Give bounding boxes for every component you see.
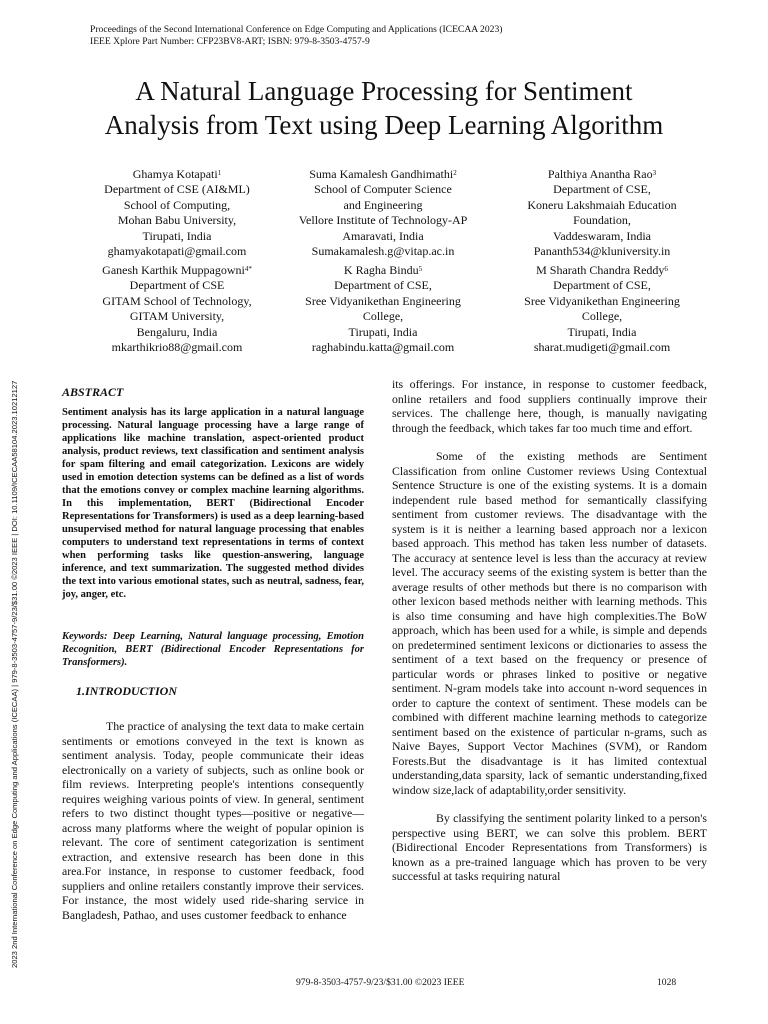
introduction-body [62, 719, 364, 922]
author-line: Sree Vidyanikethan Engineering [524, 293, 680, 308]
author-line: Vellore Institute of Technology-AP [298, 213, 468, 228]
author-email: Sumakamalesh.g@vitap.ac.in [311, 244, 455, 259]
paper-title [40, 74, 728, 142]
author-block-5 [268, 263, 498, 355]
author-line: and Engineering [343, 197, 423, 212]
header-line-2: IEEE Xplore Part Number: CFP23BV8-ART; ISBN: 979-8-3503-4757-9 [90, 36, 370, 47]
header-line-1: Proceedings of the Second International Conference on Edge Computing and Applications (ICECAA 2023) [90, 24, 503, 35]
author-block-6 [487, 263, 717, 355]
author-email: raghabindu.katta@gmail.com [311, 340, 455, 355]
author-name: Ganesh Karthik Muppagowni$^{4*}$ [102, 263, 252, 277]
abstract-heading: ABSTRACT [62, 385, 124, 399]
author-email: mkarthikrio88@gmail.com [111, 340, 243, 355]
author-block-1 [62, 167, 292, 259]
doi-sidebar: 2023 2nd International Conference on Edge Computing and Applications (ICECAA) | 979-8-3503-4757-9/23/$31.00 ©2023 IEEE | DOI: 10.1109/ICECAA58104.2023.10212127 [10, 380, 19, 968]
author-line: College, [362, 309, 404, 324]
right-column [392, 377, 707, 884]
introduction-heading: 1.INTRODUCTION [76, 684, 178, 698]
keywords-text: Keywords: Deep Learning, Natural language processing, Emotion Recognition, BERT (Bidirectional Encoder Representations for Transformers). [62, 631, 364, 668]
author-line: Department of CSE (AI&ML) [104, 182, 250, 197]
author-line: Tirupati, India [567, 324, 637, 339]
author-name: Suma Kamalesh Gandhimathi$^2$ [309, 167, 457, 181]
author-email: ghamyakotapati@gmail.com [107, 244, 247, 259]
author-block-4 [62, 263, 292, 355]
author-line: Bengaluru, India [136, 324, 218, 339]
page-number: 1028 [657, 977, 677, 988]
author-block-3 [487, 167, 717, 259]
author-block-2 [268, 167, 498, 259]
right-paragraph-2: By classifying the sentiment polarity linked to a person's perspective using BERT, we can solve this problem. BERT (Bidirectional Encoder Representations from Transformers) is known as a pre-trained language which has proven to be very successful at tasks requiring natural [392, 811, 707, 883]
author-line: GITAM University, [129, 309, 225, 324]
author-line: Department of CSE, [553, 278, 651, 293]
keywords [62, 630, 364, 669]
author-line: Mohan Babu University, [117, 213, 237, 228]
conference-header [90, 24, 502, 48]
title-line-2: Analysis from Text using Deep Learning Algorithm [104, 110, 664, 140]
abstract-paragraph: Sentiment analysis has its large application in a natural language processing. Natural language processing have a large range of applications like machine translation, aspect-oriented product analysis, product reviews, text classification and sentiment analysis for spam filtering and email categorization. Lexicons are widely used in emotion detection systems can be defined as a list of words that the emotions convey or complex machine learning algorithms. In this implementation, BERT (Bidirectional Encoder Representations for Transformers) is used as a deep learning-based unsupervised method for natural language processing that enables computers to understand text representations in terms of context when performing tasks like question-answering, language inference, and text summarization. The suggested method divides the text into various emotional states, such as neutral, sadness, fear, joy, anger, etc. [62, 407, 364, 600]
author-name: K Ragha Bindu$^5$ [343, 263, 423, 277]
author-line: Koneru Lakshmaiah Education [527, 197, 677, 212]
author-name: M Sharath Chandra Reddy$^6$ [536, 263, 668, 277]
author-line: Tirupati, India [142, 228, 212, 243]
author-line: Tirupati, India [348, 324, 418, 339]
author-line: School of Computer Science [314, 182, 452, 197]
author-line: Sree Vidyanikethan Engineering [305, 293, 461, 308]
author-email: sharat.mudigeti@gmail.com [533, 340, 671, 355]
right-paragraph-0: its offerings. For instance, in response to customer feedback, online retailers and food suppliers continually improve their services. The challenge here, though, is manually navigating through the feedback, which takes far too much time and effort. [392, 377, 707, 435]
author-line: Department of CSE [129, 278, 225, 293]
author-line: Vaddeswaram, India [553, 228, 651, 243]
author-line: School of Computing, [123, 197, 231, 212]
title-line-1: A Natural Language Processing for Sentiment [135, 76, 633, 106]
author-line: Foundation, [573, 213, 631, 228]
author-line: Department of CSE, [553, 182, 651, 197]
abstract-text [62, 406, 364, 601]
right-paragraph-1: Some of the existing methods are Sentiment Classification from online Customer reviews Using Contextual Sentence Structure is one of the existing systems. It is a domain independent rule based method for semantically classifying sentiment from customer reviews. The disadvantage with the system is it is neither a learning based approach nor a lexicon based approach. This method has taken less number of datasets. The accuracy at sentence level is less than the accuracy at review level. The accuracy seems of the existing system is better than the average results of other methods but there is no comparison with other lexicon based methods neither with learning methods. This is also time consuming and have high complexities.The BoW approach, which has been used for a while, is simple and depends on predetermined sentiment lexicons or dictionaries to assess the sentiment of a text based on the frequency or presence of particular words or phrases linked to positive or negative sentiment. N-gram models take into account n-word sequences in order to capture the context of sentiment. These models can be combined with different machine learning methods to categorize sentiment based on the existence of particular n-grams, such as Naive Bayes, Support Vector Machines (SVM), or Random Forests.But the disadvantage is it has limited contextual understanding,data sparsity, lack of semantic understanding,fixed window size,lack of adaptability,order sensitivity. [392, 449, 707, 797]
author-name: Ghamya Kotapati$^1$ [132, 167, 222, 181]
intro-paragraph-1: The practice of analysing the text data to make certain sentiments or emotions conveyed in the text is known as sentiment analysis. Today, people communicate their ideas electronically on a variety of subjects, such as online book or film reviews. Interpreting people's intentions consequently requires weighing various points of view. In general, sentiment refers to two distinct thought types—positive or negative—across many platforms where the weight of popular opinion is relevant. The core of sentiment categorization is sentiment extraction, and extensive research has been done in this area.For instance, in response to customer feedback, food suppliers and online retailers constantly improve their services. For instance, the most widely used ride-sharing service in Bangladesh, Pathao, and uses customer feedback to enhance [62, 719, 364, 922]
author-name: Palthiya Anantha Rao$^3$ [547, 167, 657, 181]
author-line: Amaravati, India [342, 228, 424, 243]
author-line: GITAM School of Technology, [102, 293, 252, 308]
author-email: Pananth534@kluniversity.in [533, 244, 671, 259]
copyright-footer: 979-8-3503-4757-9/23/$31.00 ©2023 IEEE [296, 977, 465, 988]
author-line: College, [581, 309, 623, 324]
author-line: Department of CSE, [334, 278, 432, 293]
